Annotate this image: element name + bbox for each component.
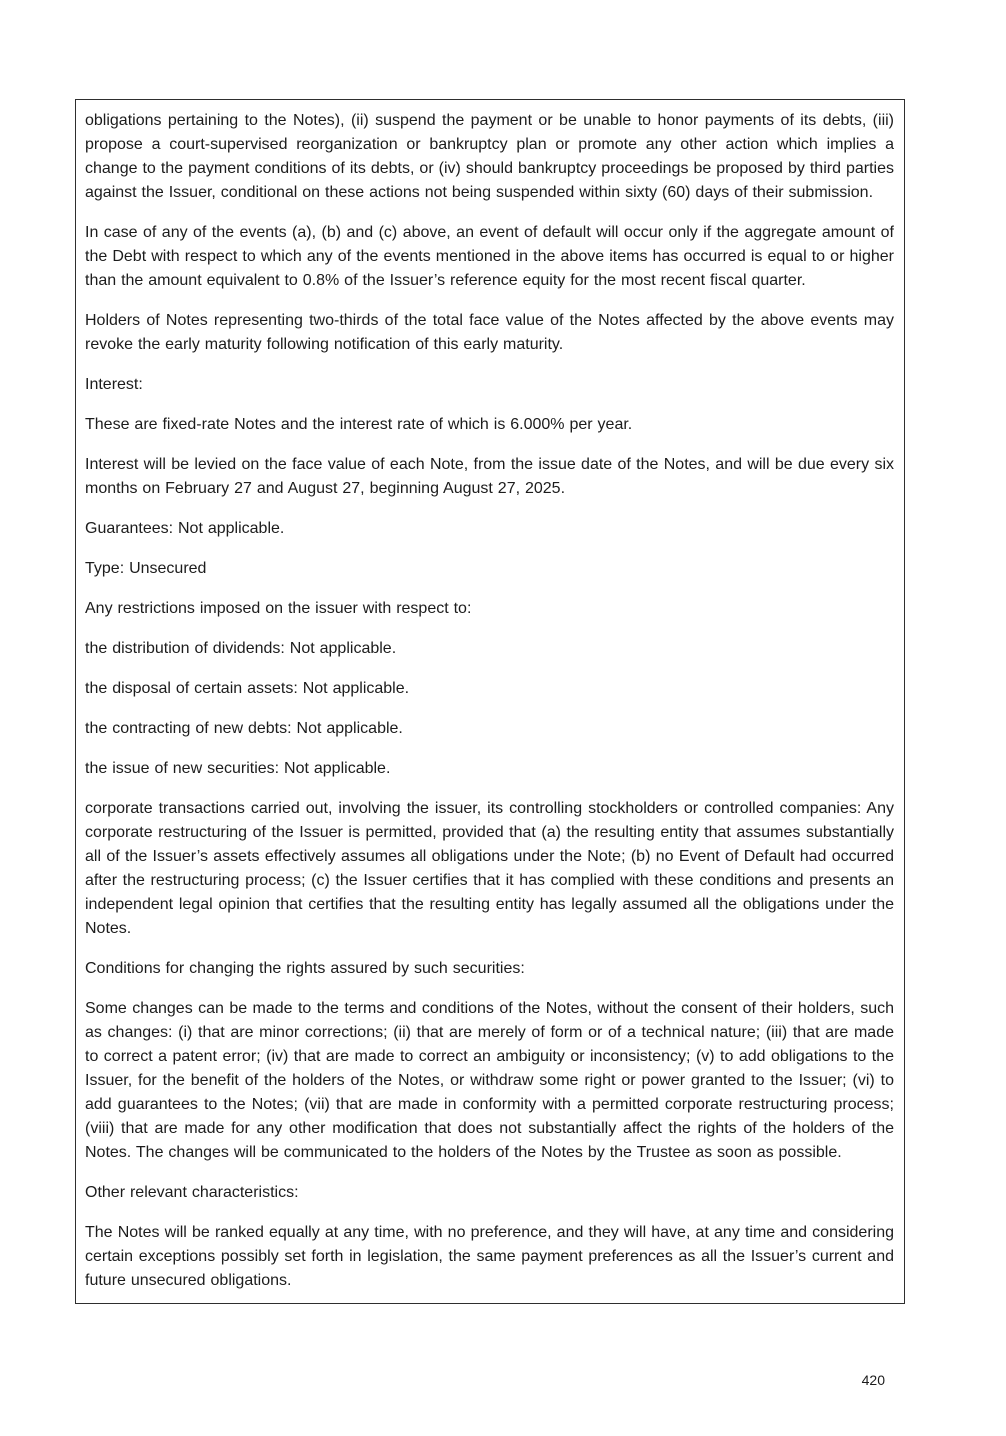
paragraph: the contracting of new debts: Not applicable. bbox=[85, 720, 403, 737]
paragraph: obligations pertaining to the Notes), (ii) suspend the payment or be unable to honor payments of its debts, (iii) propose a court-supervised reorganization or bankruptcy plan or promote any other action which implies a change to the payment conditions of its debts, or (iv) should bankruptcy proceedings be proposed by third parties against the Issuer, conditional on these actions not being suspended within sixty (60) days of their submission. bbox=[85, 112, 894, 201]
paragraph: Some changes can be made to the terms and conditions of the Notes, without the consent of their holders, such as changes: (i) that are minor corrections; (ii) that are merely of form or of a technical nature; (iii) that are made to correct a patent error; (iv) that are made to correct an ambiguity or inconsistency; (v) to add obligations to the Issuer, for the benefit of the holders of the Notes, or withdraw some right or power granted to the Issuer; (vi) to add guarantees to the Notes; (vii) that are made in conformity with a permitted corporate restructuring process; (viii) that are made for any other modification that does not substantially affect the rights of the holders of the Notes. The changes will be communicated to the holders of the Notes by the Trustee as soon as possible. bbox=[85, 1000, 894, 1161]
paragraph: the distribution of dividends: Not applicable. bbox=[85, 640, 397, 657]
paragraph: These are fixed-rate Notes and the interest rate of which is 6.000% per year. bbox=[85, 416, 633, 433]
paragraph: Holders of Notes representing two-thirds of the total face value of the Notes affected by the above events may revoke the early maturity following notification of this early maturity. bbox=[85, 312, 894, 353]
paragraph: the issue of new securities: Not applicable. bbox=[85, 760, 391, 777]
paragraph: Type: Unsecured bbox=[85, 560, 207, 577]
paragraph: the disposal of certain assets: Not applicable. bbox=[85, 680, 410, 697]
paragraph: Guarantees: Not applicable. bbox=[85, 520, 285, 537]
paragraph: Other relevant characteristics: bbox=[85, 1184, 299, 1201]
paragraph: Any restrictions imposed on the issuer with respect to: bbox=[85, 600, 472, 617]
document-content-box bbox=[75, 99, 905, 1304]
paragraph: The Notes will be ranked equally at any time, with no preference, and they will have, at any time and considering certain exceptions possibly set forth in legislation, the same payment preferences as all the Issuer’s current and future unsecured obligations. bbox=[85, 1224, 894, 1289]
paragraph: corporate transactions carried out, involving the issuer, its controlling stockholders or controlled companies: Any corporate restructuring of the Issuer is permitted, provided that (a) the resulting entity that assumes substantially all of the Issuer’s assets effectively assumes all obligations under the Note; (b) no Event of Default had occurred after the restructuring process; (c) the Issuer certifies that it has complied with these conditions and presents an independent legal opinion that certifies that the resulting entity has legally assumed all the obligations under the Notes. bbox=[85, 800, 894, 937]
paragraph: Interest will be levied on the face value of each Note, from the issue date of the Notes, and will be due every six months on February 27 and August 27, beginning August 27, 2025. bbox=[85, 456, 894, 497]
paragraph: Conditions for changing the rights assured by such securities: bbox=[85, 960, 525, 977]
page-number: 420 bbox=[861, 1372, 885, 1388]
paragraph: Interest: bbox=[85, 376, 143, 393]
paragraph: In case of any of the events (a), (b) and (c) above, an event of default will occur only if the aggregate amount of the Debt with respect to which any of the events mentioned in the above items has occurred is equal to or higher than the amount equivalent to 0.8% of the Issuer’s reference equity for the most recent fiscal quarter. bbox=[85, 224, 894, 289]
